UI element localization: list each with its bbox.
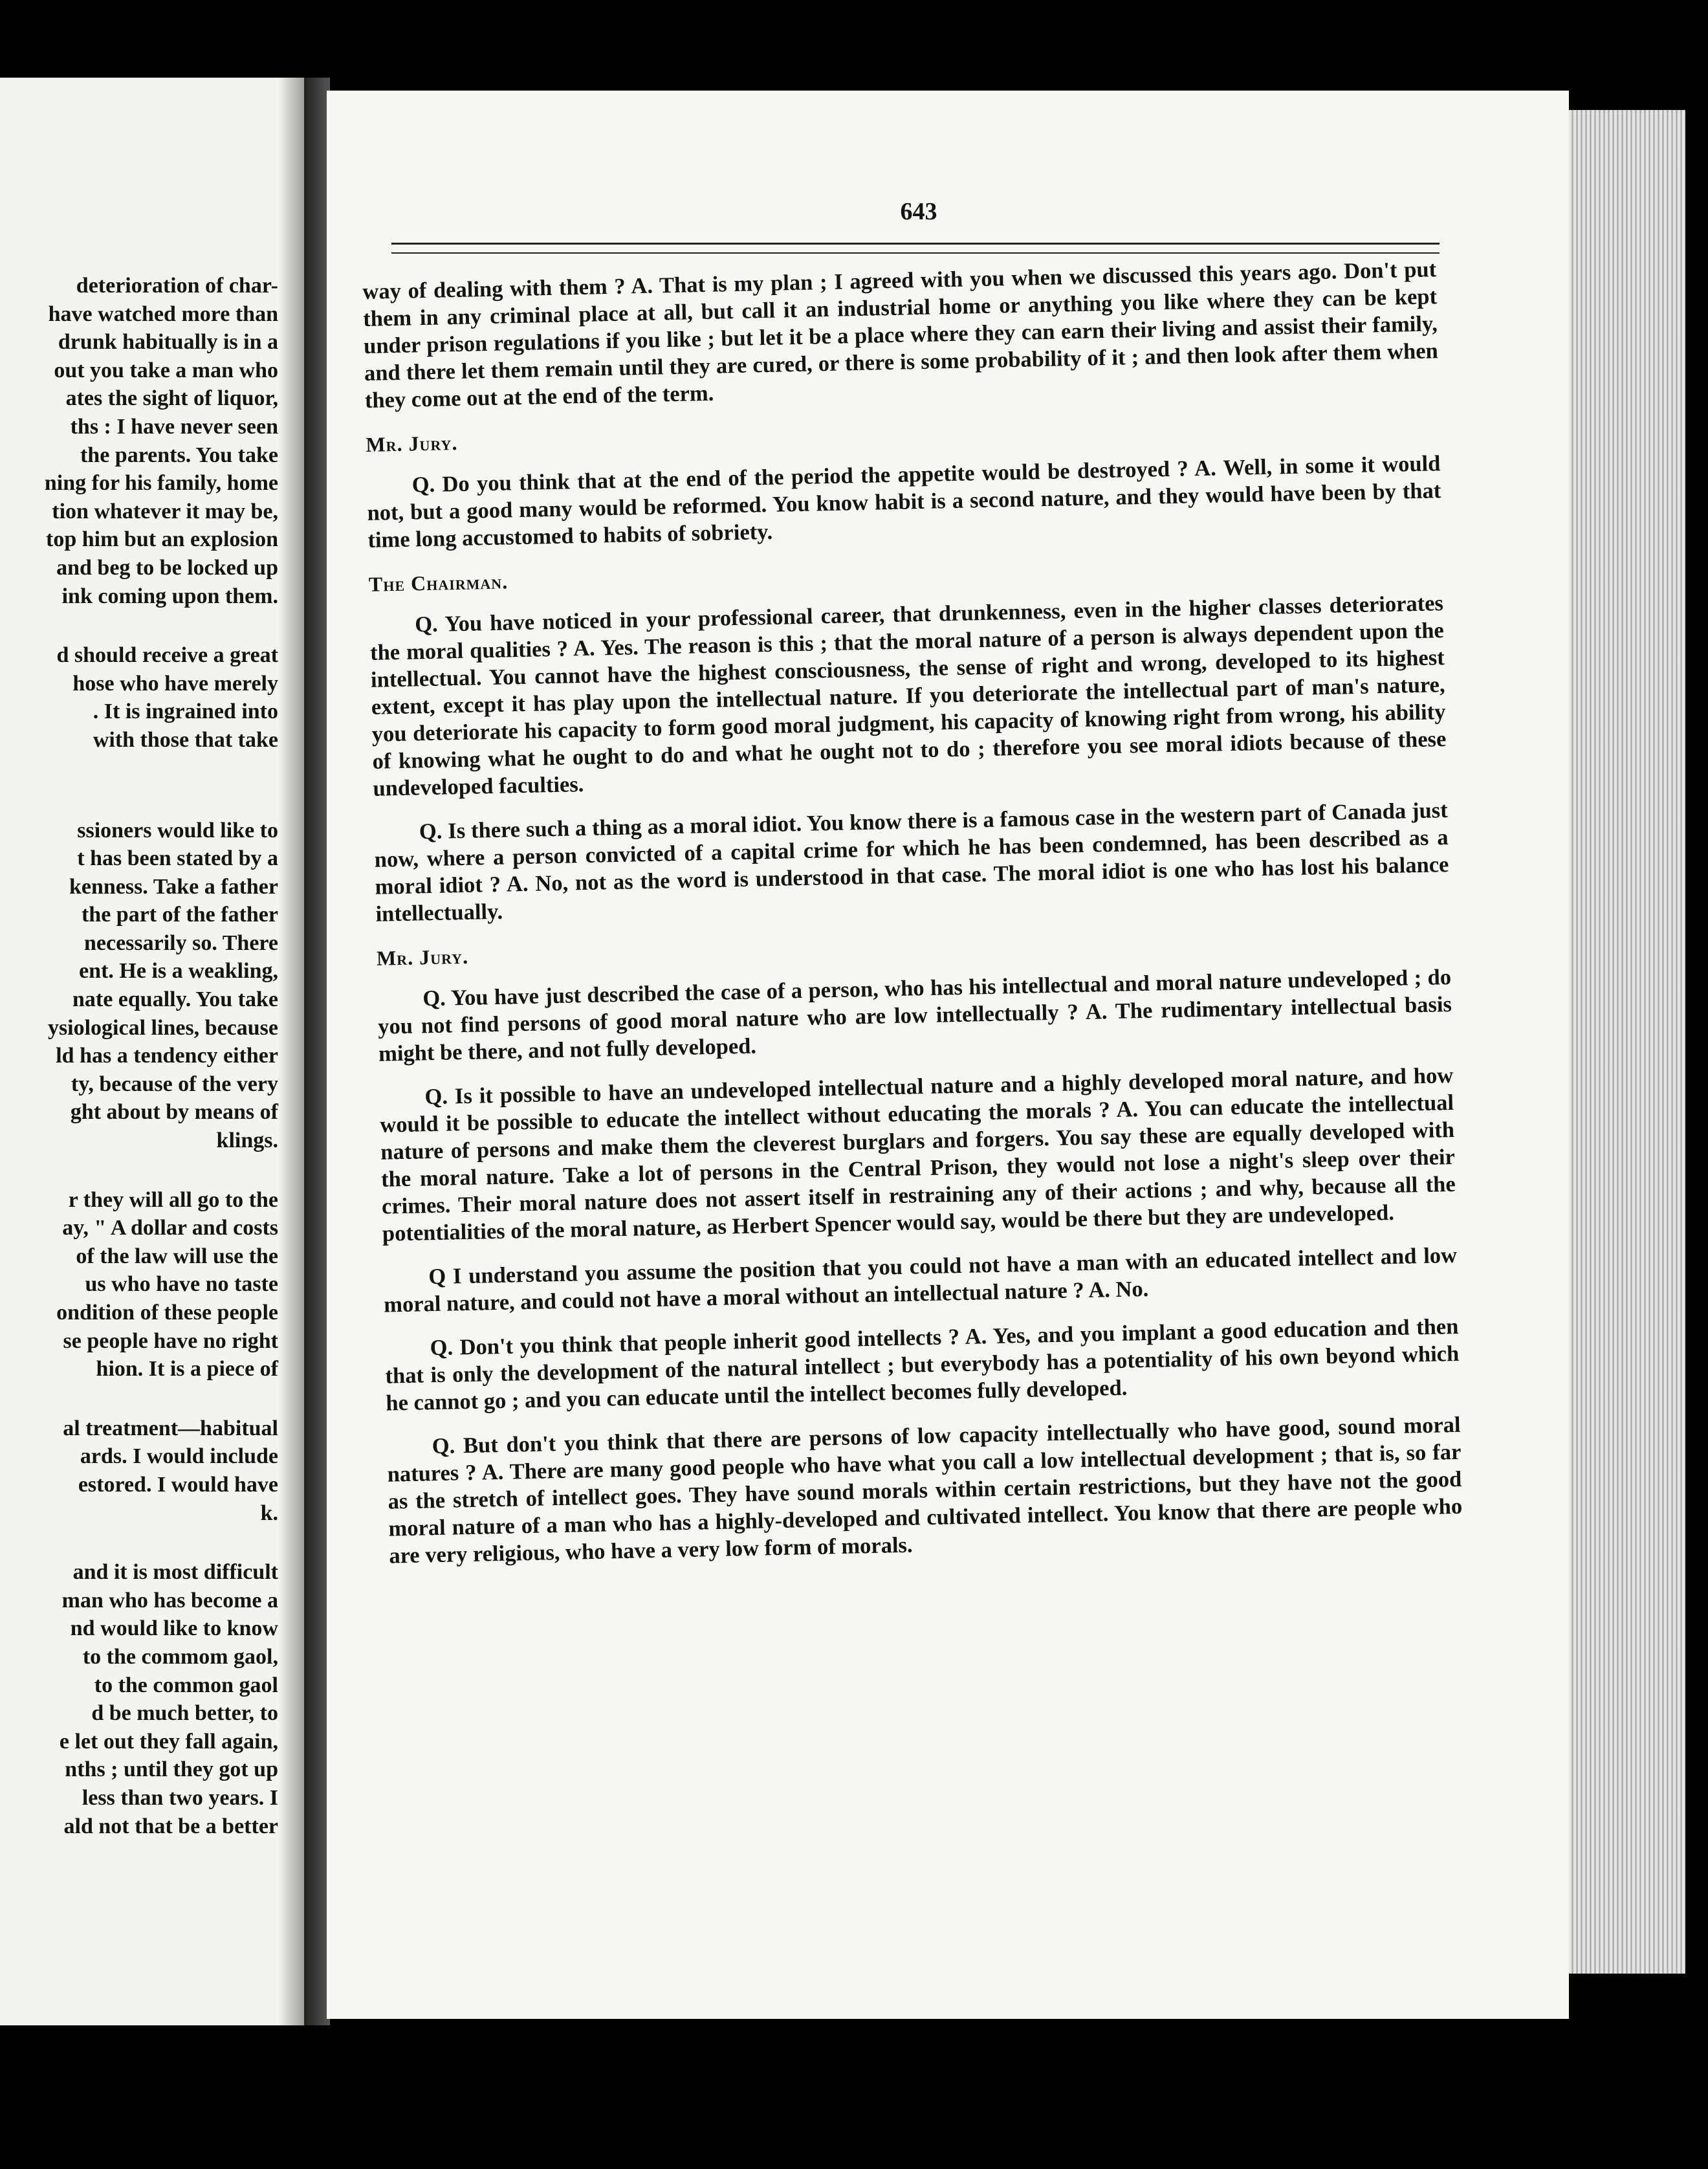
book-binding: [304, 78, 330, 2025]
previous-page-line: t has been stated by a: [77, 846, 278, 871]
previous-page-line: the part of the father: [81, 903, 278, 927]
previous-page-line: us who have no taste: [85, 1272, 278, 1297]
previous-page-line: the parents. You take: [80, 443, 278, 467]
testimony-paragraph: Q. Is there such a thing as a moral idiot. You know there is a famous case in the western part of Canada just now, where a person convicted of a capital crime for which he has been condemned, has been described as a moral idiot ? A. No, not as the word is understood in that case. The moral idiot is one who has lost his balance intellectually.: [374, 798, 1449, 927]
previous-page: [0, 78, 304, 2025]
previous-page-line: ent. He is a weakling,: [79, 959, 278, 984]
previous-page-line: k.: [260, 1501, 278, 1525]
previous-page-line: ths : I have never seen: [70, 414, 278, 439]
speaker-heading: Mr. Jury.: [366, 430, 458, 456]
previous-page-line: . It is ingrained into: [93, 699, 278, 724]
previous-page-line: nate equally. You take: [72, 987, 278, 1012]
testimony-paragraph: way of dealing with them ? A. That is my plan ; I agreed with you when we discussed this years ago. Don't put them in any criminal place at all, but call it an industrial home or anything you like where they can be kept under prison regulations if you like ; but let it be a place where they can earn their living and assist their family, and there let them remain until they are cured, or there is some probability of it ; and then look after them when they come out at the end of the term.: [362, 257, 1439, 413]
previous-page-line: e let out they fall again,: [59, 1729, 278, 1754]
previous-page-line: [0, 754, 278, 786]
testimony-paragraph: Q. But don't you think that there are persons of low capacity intellectually who have good, sound moral natures ? A. There are many good people who have what you call a low intellectual development ; that is, so far as the stretch of intellect goes. They have sound morals within certain restrictions, but they have not the good moral nature of a man who has a highly-developed and cultivated intellect. You know that there are people who are very religious, who have a very low form of morals.: [387, 1412, 1463, 1569]
previous-page-line: less than two years. I: [82, 1785, 278, 1810]
speaker-heading: The Chairman.: [368, 569, 509, 596]
previous-page-line: [0, 1383, 278, 1415]
previous-page-line: [0, 610, 278, 641]
previous-page-line: drunk habitually is in a: [58, 330, 278, 355]
previous-page-line: ning for his family, home: [44, 471, 278, 496]
previous-page-line: ght about by means of: [70, 1100, 278, 1125]
previous-page-line: necessarily so. There: [84, 930, 278, 955]
previous-page-line: ards. I would include: [80, 1444, 278, 1469]
previous-page-line: nths ; until they got up: [65, 1757, 278, 1782]
previous-page-line: out you take a man who: [54, 358, 278, 382]
testimony-paragraph: Q I understand you assume the position that you could not have a man with an educated intellect and low moral nature, and could not have a moral without an intellectual nature ? A. No.: [383, 1242, 1458, 1317]
header-rule: [391, 243, 1440, 254]
previous-page-line: ates the sight of liquor,: [65, 386, 278, 411]
speaker-heading: Mr. Jury.: [376, 944, 469, 970]
previous-page-line: to the commom gaol,: [82, 1644, 278, 1669]
gutter-shadow: [278, 78, 304, 2025]
previous-page-line: deterioration of char-: [76, 274, 278, 298]
previous-page-line: have watched more than: [48, 302, 278, 326]
previous-page-line: ty, because of the very: [71, 1072, 278, 1096]
previous-page-line: with those that take: [93, 727, 278, 752]
previous-page-line: man who has become a: [61, 1588, 278, 1613]
previous-page-line: hose who have merely: [72, 671, 278, 696]
previous-page-line: d should receive a great: [56, 643, 278, 668]
previous-page-line: of the law will use the: [76, 1244, 278, 1268]
previous-page-line: ink coming upon them.: [61, 584, 278, 608]
previous-page-line: ald not that be a better: [63, 1814, 278, 1838]
previous-page-line: ay, " A dollar and costs: [62, 1216, 278, 1240]
previous-page-line: hion. It is a piece of: [96, 1357, 278, 1382]
previous-page-line: d be much better, to: [91, 1701, 278, 1726]
previous-page-line: r they will all go to the: [68, 1187, 278, 1212]
previous-page-line: se people have no right: [63, 1328, 278, 1353]
testimony-paragraph: Q. Do you think that at the end of the period the appetite would be destroyed ? A. Well, in some it would not, but a good many would be reformed. You know habit is a second nature, and they would have been by that time long accustomed to habits of sobriety.: [367, 451, 1441, 553]
previous-page-line: al treatment—habitual: [63, 1416, 278, 1440]
previous-page-line: ssioners would like to: [77, 818, 278, 842]
testimony-paragraph: Q. You have just described the case of a person, who has his intellectual and moral nature undeveloped ; do you not find persons of good moral nature who are low intellectually ? A. The rudimentary intellectual basis might be there, and not fully developed.: [377, 964, 1452, 1066]
previous-page-line: [0, 1527, 278, 1558]
previous-page-line: kenness. Take a father: [69, 874, 278, 899]
page-number: 643: [900, 198, 937, 225]
previous-page-line: and beg to be locked up: [56, 555, 278, 580]
previous-page-line: top him but an explosion: [46, 527, 278, 552]
page-body: [362, 256, 1463, 1586]
previous-page-line: estored. I would have: [78, 1472, 278, 1497]
previous-page-line: nd would like to know: [70, 1616, 278, 1641]
previous-page-line: ld has a tendency either: [56, 1044, 278, 1068]
previous-page-line: [0, 1155, 278, 1186]
previous-page-line: tion whatever it may be,: [52, 499, 278, 523]
testimony-paragraph: Q. You have noticed in your professional career, that drunkenness, even in the higher classes deteriorates the moral qualities ? A. Yes. The reason is this ; that the moral nature of a person is always dependent upon the intellectual. You cannot have the highest consciousness, the sense of right and wrong, developed to its highest extent, except it has play upon the intellectual nature. If you deteriorate the intellectual part of man's nature, you deteriorate his capacity to form good moral judgment, his capacity of knowing right from wrong, his ability of knowing what he ought to do and what he ought not to do ; therefore you see moral idiots because of these undeveloped faculties.: [369, 591, 1447, 801]
previous-page-line: ysiological lines, because: [47, 1015, 278, 1040]
previous-page-line: ondition of these people: [56, 1301, 278, 1325]
previous-page-line: [0, 786, 278, 817]
page-edges: [1569, 110, 1685, 1974]
testimony-paragraph: Q. Is it possible to have an undeveloped intellectual nature and a highly developed moral nature, and how would it be possible to educate the intellect without educating the morals ? A. You can educate the intellectual nature of persons and make them the cleverest burglars and forgers. You say these are equally developed with the moral nature. Take a lot of persons in the Central Prison, they would not lose a night's sleep over their crimes. Their moral nature does not assert itself in restraining any of their actions ; and why, because all the potentialities of the moral nature, as Herbert Spencer would say, would be there but they are undeveloped.: [380, 1062, 1456, 1246]
previous-page-text: [0, 272, 278, 1840]
previous-page-line: to the common gaol: [94, 1673, 278, 1697]
previous-page-line: and it is most difficult: [72, 1560, 278, 1585]
previous-page-line: klings.: [216, 1129, 278, 1153]
testimony-paragraph: Q. Don't you think that people inherit good intellects ? A. Yes, and you implant a good education and then that is only the development of the natural intellect ; but everybody has a potentiality of his own beyond which he cannot go ; and you can educate until the intellect becomes fully developed.: [385, 1314, 1460, 1416]
